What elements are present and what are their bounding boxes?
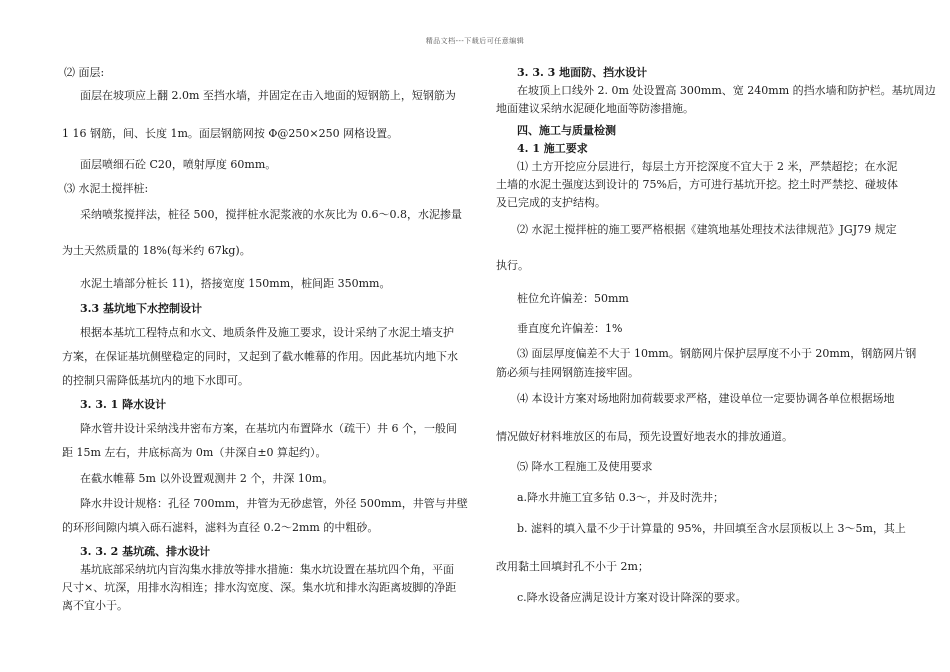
text-line: ⑴ 土方开挖应分层进行，每层土方开挖深度不宜大于 2 米，严禁超挖；在水泥 (517, 160, 898, 173)
text-line: 的控制只需降低基坑内的地下水即可。 (62, 374, 249, 387)
text-line: 在坡顶上口线外 2. 0m 处设置高 300mm、宽 240mm 的挡水墙和防护栏。基坑周边 (517, 84, 936, 97)
text-line: ⑵ 面层: (64, 66, 105, 79)
section-heading: 3.3 基坑地下水控制设计 (80, 302, 202, 315)
page-header: 精品文档---下载后可任意编辑 (425, 37, 525, 45)
text-line: 及已完成的支护结构。 (496, 196, 606, 209)
text-line: 面层在坡项应上翻 2.0m 至挡水墙，并固定在击入地面的短钢筋上，短钢筋为 (80, 89, 456, 102)
section-heading: 3. 3. 2 基坑疏、排水设计 (80, 545, 211, 558)
text-line: ⑷ 本设计方案对场地附加荷载要求严格，建设单位一定要协调各单位根据场地 (517, 392, 895, 405)
text-line: 水泥土墙部分桩长 11)，搭接宽度 150mm，桩间距 350mm。 (80, 277, 391, 290)
text-line: 尺寸×、坑深，用排水沟相连；排水沟宽度、深。集水坑和排水沟距离坡脚的净距 (62, 581, 457, 594)
text-line: 基坑底部采纳坑内盲沟集水排放等排水措施：集水坑设置在基坑四个角，平面 (80, 563, 454, 576)
text-line: 垂直度允许偏差：1% (517, 322, 623, 335)
text-line: ⑶ 面层厚度偏差不大于 10mm。钢筋网片保护层厚度不小于 20mm，钢筋网片钢 (517, 347, 917, 360)
text-line: b. 滤料的填入量不少于计算量的 95%，井回填至含水层顶板以上 3～5m，其上 (517, 522, 906, 535)
text-line: 的环形间隙内填入砾石滤料，滤料为直径 0.2～2mm 的中粗砂。 (62, 521, 379, 534)
section-heading: 4. 1 施工要求 (517, 142, 588, 155)
text-line: 情况做好材料堆放区的布局，预先设置好地表水的排放通道。 (496, 430, 793, 443)
text-line: 面层喷细石砼 C20，喷射厚度 60mm。 (80, 158, 277, 171)
text-line: c.降水设备应满足设计方案对设计降深的要求。 (517, 591, 747, 604)
text-line: 方案，在保证基坑侧壁稳定的同时，又起到了截水帷幕的作用。因此基坑内地下水 (62, 350, 458, 363)
section-heading: 3. 3. 1 降水设计 (80, 398, 167, 411)
text-line: 土墙的水泥土强度达到设计的 75%后，方可进行基坑开挖。挖土时严禁挖、碰坡体 (496, 178, 898, 191)
text-line: 为土天然质量的 18%(每米约 67kg)。 (62, 244, 251, 257)
text-line: 1 16 钢筋，间、长度 1m。面层钢筋网按 Φ@250×250 网格设置。 (62, 127, 399, 140)
text-line: a.降水井施工宜多钻 0.3～，并及时洗井； (517, 491, 725, 504)
section-heading: 3. 3. 3 地面防、挡水设计 (517, 66, 648, 79)
text-line: 在截水帷幕 5m 以外设置观测井 2 个，井深 10m。 (80, 472, 334, 485)
text-line: 执行。 (496, 259, 529, 272)
text-line: ⑵ 水泥土搅拌桩的施工要严格根据《建筑地基处理技术法律规范》JGJ79 规定 (517, 223, 897, 236)
text-line: 改用黏土回填封孔不小于 2m； (496, 560, 649, 573)
text-line: 降水井设计规格：孔径 700mm，井管为无砂虑管，外径 500mm，井管与井壁 (80, 497, 468, 510)
text-line: 根据本基坑工程特点和水文、地质条件及施工要求，设计采纳了水泥土墙支护 (80, 326, 454, 339)
section-heading: 四、施工与质量检测 (517, 124, 616, 137)
text-line: 降水管井设计采纳浅井密布方案，在基坑内布置降水（疏干）井 6 个，一般间 (80, 422, 457, 435)
text-line: 地面建议采纳水泥硬化地面等防渗措施。 (496, 102, 694, 115)
text-line: ⑶ 水泥土搅拌桩: (64, 182, 149, 195)
text-line: 采纳喷浆搅拌法，桩径 500，搅拌桩水泥浆液的水灰比为 0.6～0.8，水泥掺量 (80, 208, 462, 221)
text-line: 筋必须与挂网钢筋连接牢固。 (496, 366, 639, 379)
text-line: ⑸ 降水工程施工及使用要求 (517, 460, 653, 473)
text-line: 桩位允许偏差：50mm (517, 292, 629, 305)
text-line: 离不宜小于。 (62, 599, 128, 612)
text-line: 距 15m 左右，井底标高为 0m（井深自±0 算起约）。 (62, 446, 327, 459)
